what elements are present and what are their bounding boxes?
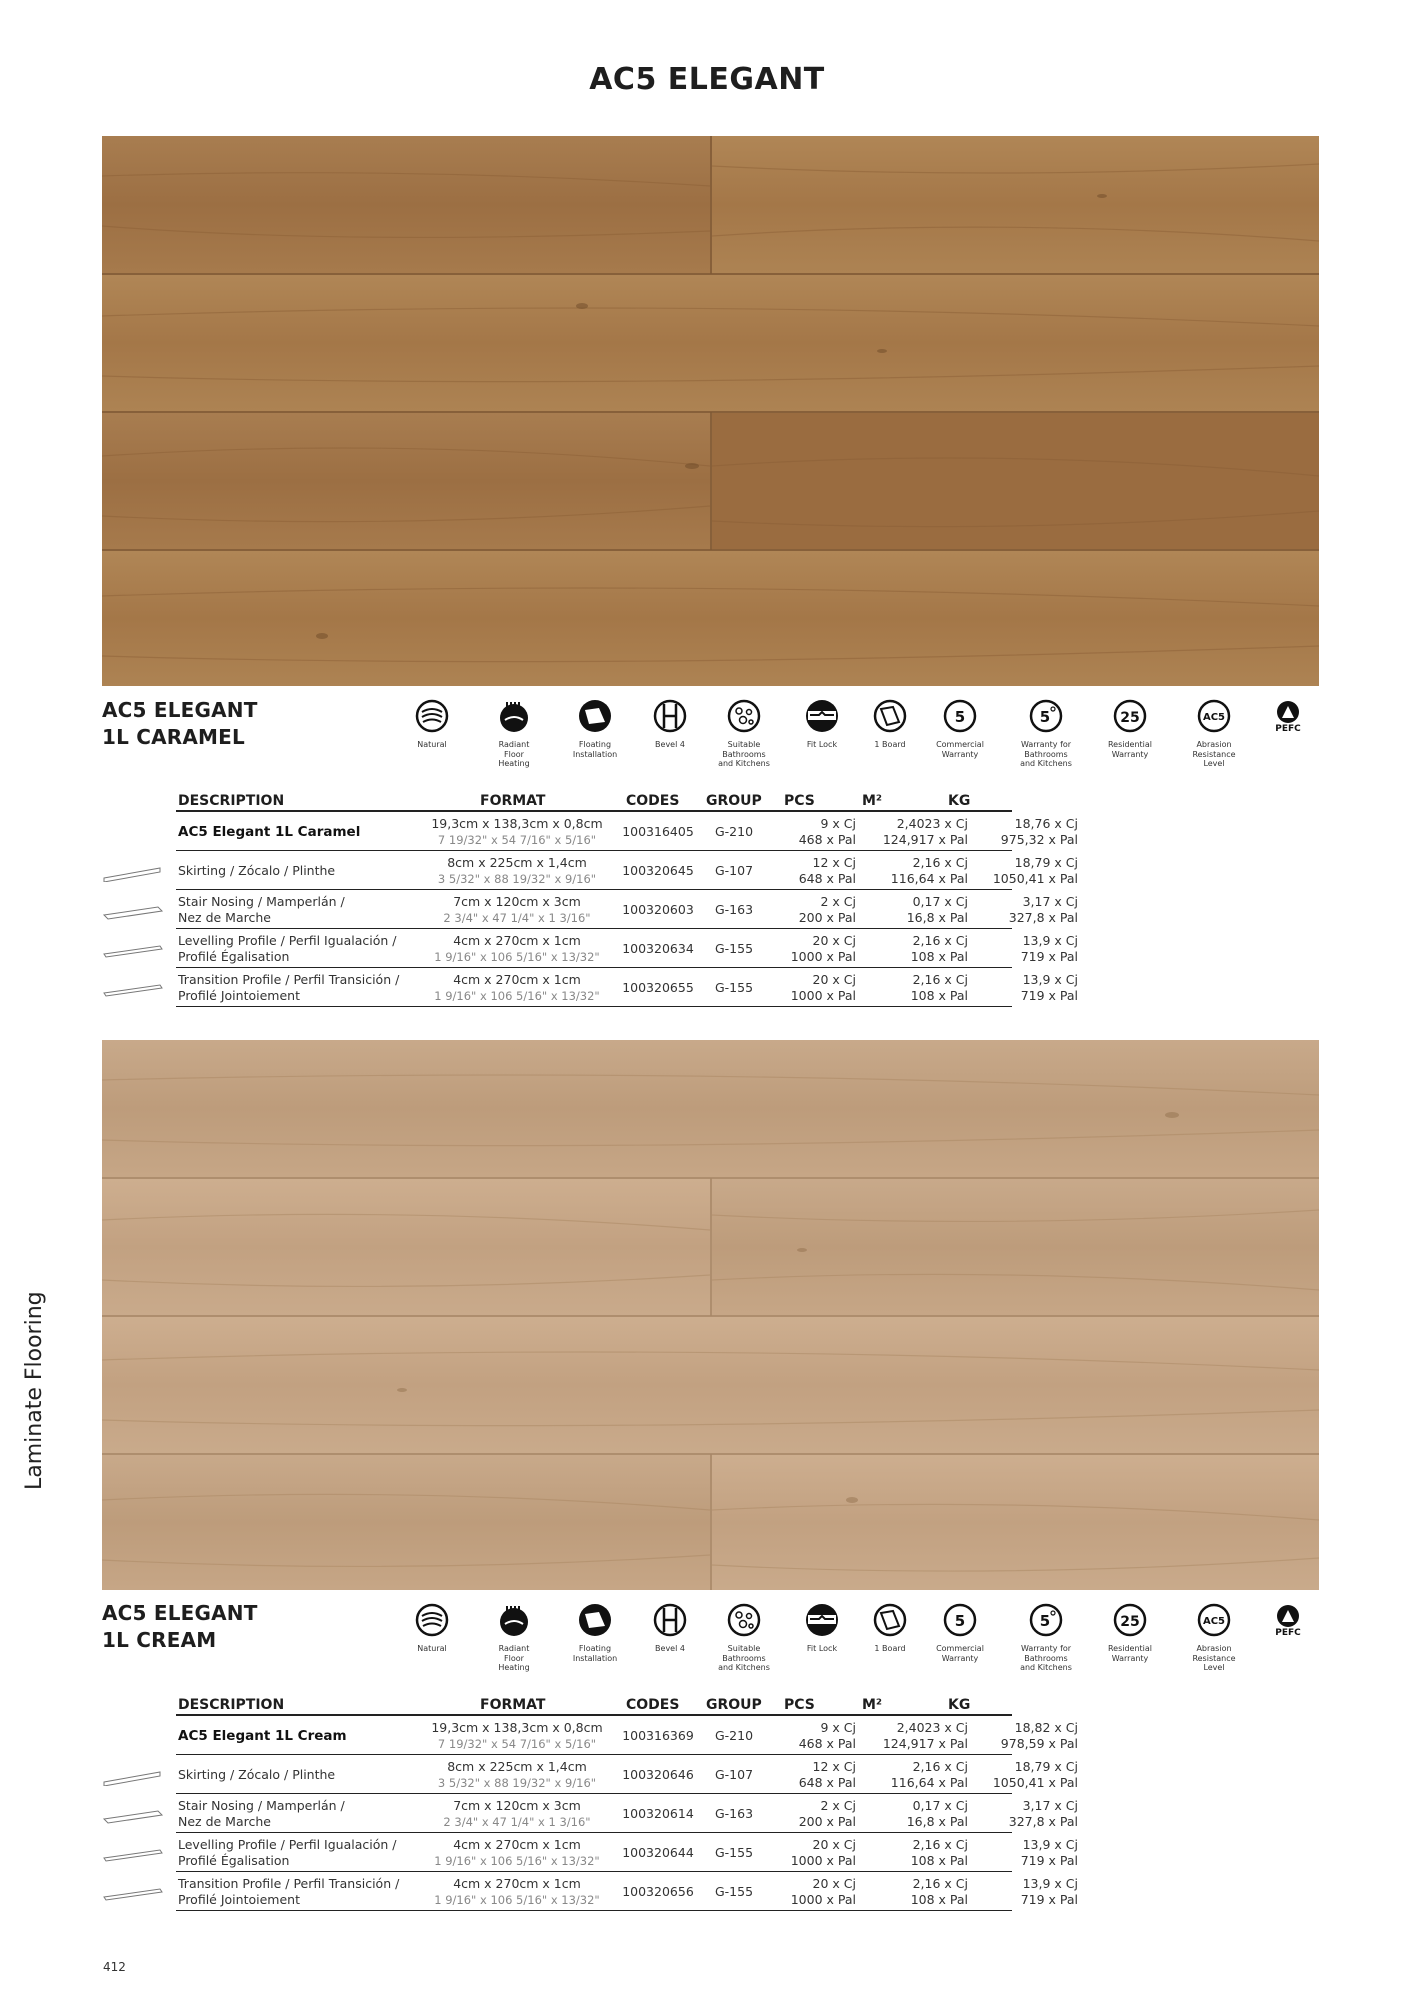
- skirting-thumbnail-icon: [100, 862, 166, 882]
- pefc-text: PEFC: [1275, 1628, 1301, 1638]
- row-code: 100320656: [622, 1884, 694, 1899]
- row-group: G-163: [714, 1806, 754, 1821]
- feature-caption: Fit Lock: [806, 1644, 838, 1653]
- row-kg: 3,17 x Cj 327,8 x Pal: [1008, 1798, 1078, 1829]
- page-number: 412: [103, 1960, 126, 1974]
- product-name-line1: AC5 ELEGANT: [102, 698, 258, 722]
- row-description: AC5 Elegant 1L Cream: [178, 1728, 347, 1744]
- table-row: [176, 813, 1078, 851]
- row-description: AC5 Elegant 1L Caramel: [178, 824, 361, 840]
- bevel-icon: [652, 698, 688, 734]
- feature-caption: Commercial Warranty: [936, 1644, 984, 1663]
- bath-kitchen-warranty-value: 5: [1039, 708, 1051, 726]
- stair-nosing-thumbnail-icon: [100, 1805, 166, 1825]
- row-pcs: 12 x Cj 648 x Pal: [798, 1759, 856, 1790]
- table-row: [176, 930, 1078, 968]
- row-pcs: 9 x Cj 468 x Pal: [798, 1720, 856, 1751]
- residential-warranty-icon: [1112, 1602, 1148, 1638]
- col-codes: CODES: [626, 793, 680, 809]
- pefc-logo-icon: [1270, 698, 1306, 734]
- feature-caption: Residential Warranty: [1107, 1644, 1153, 1663]
- spec-table-cream: [100, 1694, 1078, 1916]
- row-pcs: 20 x Cj 1000 x Pal: [790, 972, 856, 1003]
- col-description: DESCRIPTION: [178, 793, 285, 809]
- feature-caption: Natural: [417, 1644, 447, 1653]
- col-format: FORMAT: [480, 1697, 546, 1713]
- feature-caption: Floating Installation: [572, 740, 618, 759]
- feature-one-board: [850, 1602, 930, 1654]
- row-kg: 18,76 x Cj 975,32 x Pal: [1000, 816, 1078, 847]
- row-format: 4cm x 270cm x 1cm 1 9/16" x 106 5/16" x 13/32": [434, 972, 600, 1003]
- row-m2: 2,16 x Cj 108 x Pal: [910, 933, 968, 964]
- row-group: G-163: [714, 902, 754, 917]
- row-m2: 2,4023 x Cj 124,917 x Pal: [882, 1720, 968, 1751]
- row-format: 4cm x 270cm x 1cm 1 9/16" x 106 5/16" x 13/32": [434, 1837, 600, 1868]
- row-format: 4cm x 270cm x 1cm 1 9/16" x 106 5/16" x 13/32": [434, 1876, 600, 1907]
- col-pcs: PCS: [784, 793, 815, 809]
- feature-radiant-heating: [474, 698, 554, 769]
- table-row: [176, 1834, 1078, 1872]
- feature-bathrooms-kitchens: [704, 1602, 784, 1673]
- stair-nosing-thumbnail-icon: [100, 901, 166, 921]
- bevel-icon: [652, 1602, 688, 1638]
- row-code: 100320645: [622, 863, 694, 878]
- abrasion-icon: [1196, 1602, 1232, 1638]
- row-group: G-155: [714, 1884, 754, 1899]
- col-group: GROUP: [706, 1697, 762, 1713]
- table-row: [176, 891, 1078, 929]
- row-kg: 13,9 x Cj 719 x Pal: [1020, 972, 1078, 1003]
- row-kg: 13,9 x Cj 719 x Pal: [1020, 1837, 1078, 1868]
- residential-warranty-value: 25: [1120, 1614, 1140, 1630]
- fit-lock-icon: [804, 1602, 840, 1638]
- col-m2: M²: [862, 1697, 883, 1713]
- feature-residential-warranty: [1090, 698, 1170, 759]
- row-description: Stair Nosing / Mamperlán / Nez de Marche: [178, 894, 345, 925]
- row-description: Skirting / Zócalo / Plinthe: [178, 1767, 336, 1782]
- commercial-warranty-icon: [942, 698, 978, 734]
- spec-table-header: [176, 1694, 1012, 1716]
- feature-bevel: [630, 1602, 710, 1654]
- abrasion-value: AC5: [1202, 712, 1226, 723]
- commercial-warranty-value: 5: [954, 1612, 966, 1630]
- wood-texture-cream: [102, 1040, 1319, 1590]
- feature-pefc: [1248, 1602, 1328, 1638]
- row-m2: 0,17 x Cj 16,8 x Pal: [906, 894, 968, 925]
- row-pcs: 20 x Cj 1000 x Pal: [790, 1837, 856, 1868]
- levelling-profile-thumbnail-icon: [100, 1844, 166, 1864]
- natural-icon: [414, 1602, 450, 1638]
- row-code: 100320634: [622, 941, 694, 956]
- feature-floating-installation: [555, 698, 635, 759]
- bathroom-kitchen-icon: [726, 1602, 762, 1638]
- spec-table-header: [176, 790, 1012, 812]
- row-m2: 0,17 x Cj 16,8 x Pal: [906, 1798, 968, 1829]
- table-row: [176, 852, 1078, 890]
- product-name-caramel: [102, 697, 258, 751]
- feature-natural: [392, 698, 472, 750]
- row-kg: 18,79 x Cj 1050,41 x Pal: [992, 1759, 1078, 1790]
- row-code: 100320603: [622, 902, 694, 917]
- row-description: Levelling Profile / Perfil Igualación / Profilé Égalisation: [178, 933, 397, 964]
- feature-pefc: [1248, 698, 1328, 734]
- row-code: 100320655: [622, 980, 694, 995]
- commercial-warranty-icon: [942, 1602, 978, 1638]
- bath-kitchen-warranty-icon: [1028, 1602, 1064, 1638]
- table-row: [176, 1873, 1078, 1911]
- row-kg: 18,82 x Cj 978,59 x Pal: [1000, 1720, 1078, 1751]
- page-title: AC5 ELEGANT: [589, 62, 825, 97]
- floor-sample-cream: [102, 1040, 1319, 1590]
- bath-kitchen-warranty-icon: [1028, 698, 1064, 734]
- floating-installation-icon: [577, 1602, 613, 1638]
- row-group: G-155: [714, 941, 754, 956]
- row-group: G-210: [714, 824, 754, 839]
- feature-warranty-bath-kitchen: [1006, 1602, 1086, 1673]
- feature-caption: Warranty for Bathrooms and Kitchens: [1020, 740, 1072, 768]
- feature-one-board: [850, 698, 930, 750]
- product-name-line1: AC5 ELEGANT: [102, 1601, 258, 1625]
- feature-caption: Suitable Bathrooms and Kitchens: [718, 740, 770, 768]
- feature-warranty-bath-kitchen: [1006, 698, 1086, 769]
- feature-residential-warranty: [1090, 1602, 1170, 1663]
- feature-caption: Radiant Floor Heating: [498, 1644, 530, 1672]
- product-name-line2: 1L CARAMEL: [102, 725, 245, 749]
- one-board-icon: [872, 698, 908, 734]
- wood-texture-caramel: [102, 136, 1319, 686]
- feature-abrasion: [1174, 698, 1254, 769]
- row-pcs: 2 x Cj 200 x Pal: [798, 894, 856, 925]
- radiant-heating-icon: [496, 698, 532, 734]
- col-m2: M²: [862, 793, 883, 809]
- feature-caption: Bevel 4: [655, 740, 685, 749]
- feature-caption: Abrasion Resistance Level: [1192, 740, 1236, 768]
- row-pcs: 9 x Cj 468 x Pal: [798, 816, 856, 847]
- row-description: Skirting / Zócalo / Plinthe: [178, 863, 336, 878]
- feature-commercial-warranty: [920, 1602, 1000, 1663]
- feature-caption: 1 Board: [874, 1644, 906, 1653]
- feature-caption: Commercial Warranty: [936, 740, 984, 759]
- feature-abrasion: [1174, 1602, 1254, 1673]
- row-group: G-210: [714, 1728, 754, 1743]
- col-codes: CODES: [626, 1697, 680, 1713]
- row-format: 19,3cm x 138,3cm x 0,8cm 7 19/32" x 54 7/16" x 5/16": [431, 816, 603, 847]
- row-format: 7cm x 120cm x 3cm 2 3/4" x 47 1/4" x 1 3/16": [443, 894, 591, 925]
- feature-caption: Abrasion Resistance Level: [1192, 1644, 1236, 1672]
- bath-kitchen-warranty-value: 5: [1039, 1612, 1051, 1630]
- row-code: 100320614: [622, 1806, 694, 1821]
- product-name-cream: [102, 1600, 258, 1654]
- col-kg: KG: [948, 793, 971, 809]
- abrasion-icon: [1196, 698, 1232, 734]
- row-description: Transition Profile / Perfil Transición / Profilé Jointoiement: [178, 972, 400, 1003]
- section-side-label: Laminate Flooring: [22, 1291, 47, 1490]
- table-row: [176, 1795, 1078, 1833]
- row-kg: 13,9 x Cj 719 x Pal: [1020, 933, 1078, 964]
- row-format: 8cm x 225cm x 1,4cm 3 5/32" x 88 19/32" x 9/16": [437, 855, 597, 886]
- spec-table-caramel: [100, 790, 1078, 1012]
- row-pcs: 20 x Cj 1000 x Pal: [790, 933, 856, 964]
- row-format: 8cm x 225cm x 1,4cm 3 5/32" x 88 19/32" x 9/16": [437, 1759, 597, 1790]
- col-kg: KG: [948, 1697, 971, 1713]
- commercial-warranty-value: 5: [954, 708, 966, 726]
- row-kg: 18,79 x Cj 1050,41 x Pal: [992, 855, 1078, 886]
- col-description: DESCRIPTION: [178, 1697, 285, 1713]
- feature-natural: [392, 1602, 472, 1654]
- bathroom-kitchen-icon: [726, 698, 762, 734]
- row-pcs: 2 x Cj 200 x Pal: [798, 1798, 856, 1829]
- row-group: G-155: [714, 980, 754, 995]
- row-pcs: 20 x Cj 1000 x Pal: [790, 1876, 856, 1907]
- feature-caption: Fit Lock: [806, 740, 838, 749]
- row-m2: 2,16 x Cj 116,64 x Pal: [890, 1759, 968, 1790]
- row-m2: 2,16 x Cj 108 x Pal: [910, 1876, 968, 1907]
- row-kg: 3,17 x Cj 327,8 x Pal: [1008, 894, 1078, 925]
- row-group: G-155: [714, 1845, 754, 1860]
- row-group: G-107: [714, 1767, 754, 1782]
- floating-installation-icon: [577, 698, 613, 734]
- row-m2: 2,4023 x Cj 124,917 x Pal: [882, 816, 968, 847]
- table-row: [176, 1717, 1078, 1755]
- feature-caption: Floating Installation: [572, 1644, 618, 1663]
- feature-caption: Radiant Floor Heating: [498, 740, 530, 768]
- radiant-heating-icon: [496, 1602, 532, 1638]
- residential-warranty-icon: [1112, 698, 1148, 734]
- row-code: 100320646: [622, 1767, 694, 1782]
- feature-radiant-heating: [474, 1602, 554, 1673]
- skirting-thumbnail-icon: [100, 1766, 166, 1786]
- natural-icon: [414, 698, 450, 734]
- residential-warranty-value: 25: [1120, 710, 1140, 726]
- product-name-line2: 1L CREAM: [102, 1628, 217, 1652]
- feature-bevel: [630, 698, 710, 750]
- feature-caption: Residential Warranty: [1107, 740, 1153, 759]
- feature-caption: 1 Board: [874, 740, 906, 749]
- floor-sample-caramel: [102, 136, 1319, 686]
- row-m2: 2,16 x Cj 108 x Pal: [910, 972, 968, 1003]
- feature-caption: Suitable Bathrooms and Kitchens: [718, 1644, 770, 1672]
- row-kg: 13,9 x Cj 719 x Pal: [1020, 1876, 1078, 1907]
- feature-commercial-warranty: [920, 698, 1000, 759]
- feature-caption: Bevel 4: [655, 1644, 685, 1653]
- col-format: FORMAT: [480, 793, 546, 809]
- table-row: [176, 1756, 1078, 1794]
- row-pcs: 12 x Cj 648 x Pal: [798, 855, 856, 886]
- row-description: Levelling Profile / Perfil Igualación / Profilé Égalisation: [178, 1837, 397, 1868]
- row-m2: 2,16 x Cj 116,64 x Pal: [890, 855, 968, 886]
- feature-floating-installation: [555, 1602, 635, 1663]
- col-pcs: PCS: [784, 1697, 815, 1713]
- abrasion-value: AC5: [1202, 1616, 1226, 1627]
- row-code: 100316405: [622, 824, 694, 839]
- table-row: [176, 969, 1078, 1007]
- row-description: Transition Profile / Perfil Transición / Profilé Jointoiement: [178, 1876, 400, 1907]
- levelling-profile-thumbnail-icon: [100, 940, 166, 960]
- row-format: 4cm x 270cm x 1cm 1 9/16" x 106 5/16" x 13/32": [434, 933, 600, 964]
- row-group: G-107: [714, 863, 754, 878]
- fit-lock-icon: [804, 698, 840, 734]
- col-group: GROUP: [706, 793, 762, 809]
- row-code: 100320644: [622, 1845, 694, 1860]
- transition-profile-thumbnail-icon: [100, 1883, 166, 1903]
- one-board-icon: [872, 1602, 908, 1638]
- row-m2: 2,16 x Cj 108 x Pal: [910, 1837, 968, 1868]
- feature-caption: Warranty for Bathrooms and Kitchens: [1020, 1644, 1072, 1672]
- row-format: 7cm x 120cm x 3cm 2 3/4" x 47 1/4" x 1 3/16": [443, 1798, 591, 1829]
- feature-caption: Natural: [417, 740, 447, 749]
- row-code: 100316369: [622, 1728, 694, 1743]
- row-format: 19,3cm x 138,3cm x 0,8cm 7 19/32" x 54 7/16" x 5/16": [431, 1720, 603, 1751]
- row-description: Stair Nosing / Mamperlán / Nez de Marche: [178, 1798, 345, 1829]
- feature-bathrooms-kitchens: [704, 698, 784, 769]
- pefc-logo-icon: [1270, 1602, 1306, 1638]
- pefc-text: PEFC: [1275, 724, 1301, 734]
- transition-profile-thumbnail-icon: [100, 979, 166, 999]
